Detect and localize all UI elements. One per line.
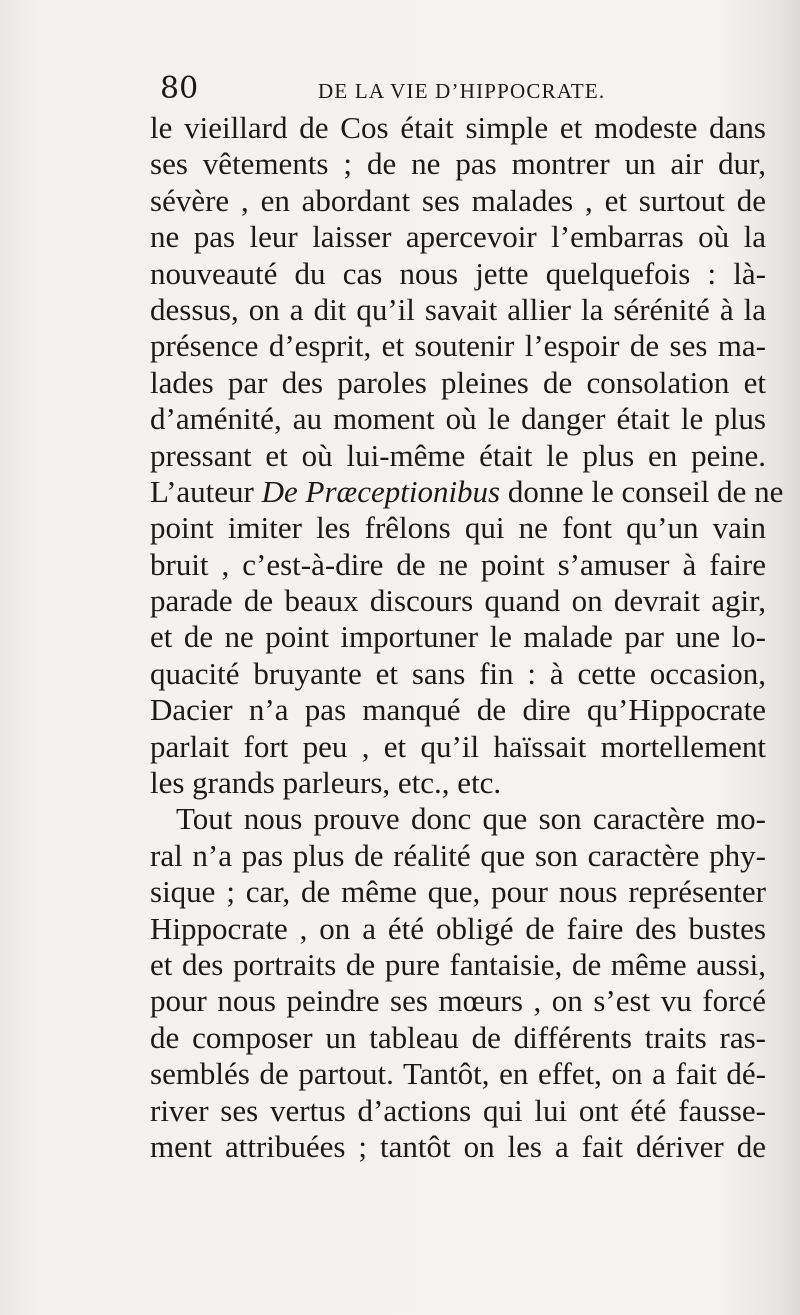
text-line: ses vêtements ; de ne pas montrer un air dur, [150,146,766,182]
page-number: 80 [160,71,199,106]
text-line: quacité bruyante et sans fin : à cette occasion, [150,655,766,691]
text-line: river ses vertus d’actions qui lui ont été fausse- [150,1092,766,1128]
text-line: semblés de partout. Tantôt, en effet, on a fait dé- [150,1056,766,1092]
text-line: et des portraits de pure fantaisie, de même aussi, [150,946,766,982]
text-line: le vieillard de Cos était simple et modeste dans [150,110,766,145]
text-line: parlait fort peu , et qu’il haïssait mortellement [150,728,766,764]
text-line: les grands parleurs, etc., etc. [150,765,502,801]
text-segment: donne le conseil de ne [500,473,784,509]
text-line: nouveauté du cas nous jette quelquefois : là- [150,255,766,291]
text-line: d’aménité, au moment où le danger était le plus [150,401,766,437]
text-line: bruit , c’est-à-dire de ne point s’amuser à faire [150,546,766,582]
text-line: ment attribuées ; tantôt on les a fait dériver de [150,1128,766,1164]
text-line-with-italic [150,473,784,510]
text-line: Dacier n’a pas manqué de dire qu’Hippocrate [150,692,766,728]
text-line: ral n’a pas plus de réalité que son caractère phy- [150,837,766,873]
text-line: sique ; car, de même que, pour nous représenter [150,874,766,910]
text-line: Tout nous prouve donc que son caractère mo- [176,801,766,837]
text-line: point imiter les frêlons qui ne font qu’un vain [150,510,766,546]
text-line: parade de beaux discours quand on devrait agir, [150,583,766,619]
text-line: sévère , en abordant ses malades , et surtout de [150,182,766,218]
running-title: DE LA VIE D’HIPPOCRATE. [318,79,606,103]
page-header [160,72,620,106]
text-line: pour nous peindre ses mœurs , on s’est vu forcé [150,983,766,1019]
text-line: présence d’esprit, et soutenir l’espoir de ses ma- [150,328,766,364]
text-line: et de ne point importuner le malade par une lo- [150,619,766,655]
text-line: pressant et où lui-même était le plus en peine. [150,437,766,473]
text-line: lades par des paroles pleines de consolation et [150,364,766,400]
text-line: ne pas leur laisser apercevoir l’embarras où la [150,219,766,255]
text-line: de composer un tableau de différents traits ras- [150,1019,766,1055]
text-line: Hippocrate , on a été obligé de faire des bustes [150,910,766,946]
body-text [150,110,784,1165]
text-line: dessus, on a dit qu’il savait allier la sérénité à la [150,291,766,327]
italic-title: De Præceptionibus [261,473,501,509]
text-segment: L’auteur [150,473,262,509]
